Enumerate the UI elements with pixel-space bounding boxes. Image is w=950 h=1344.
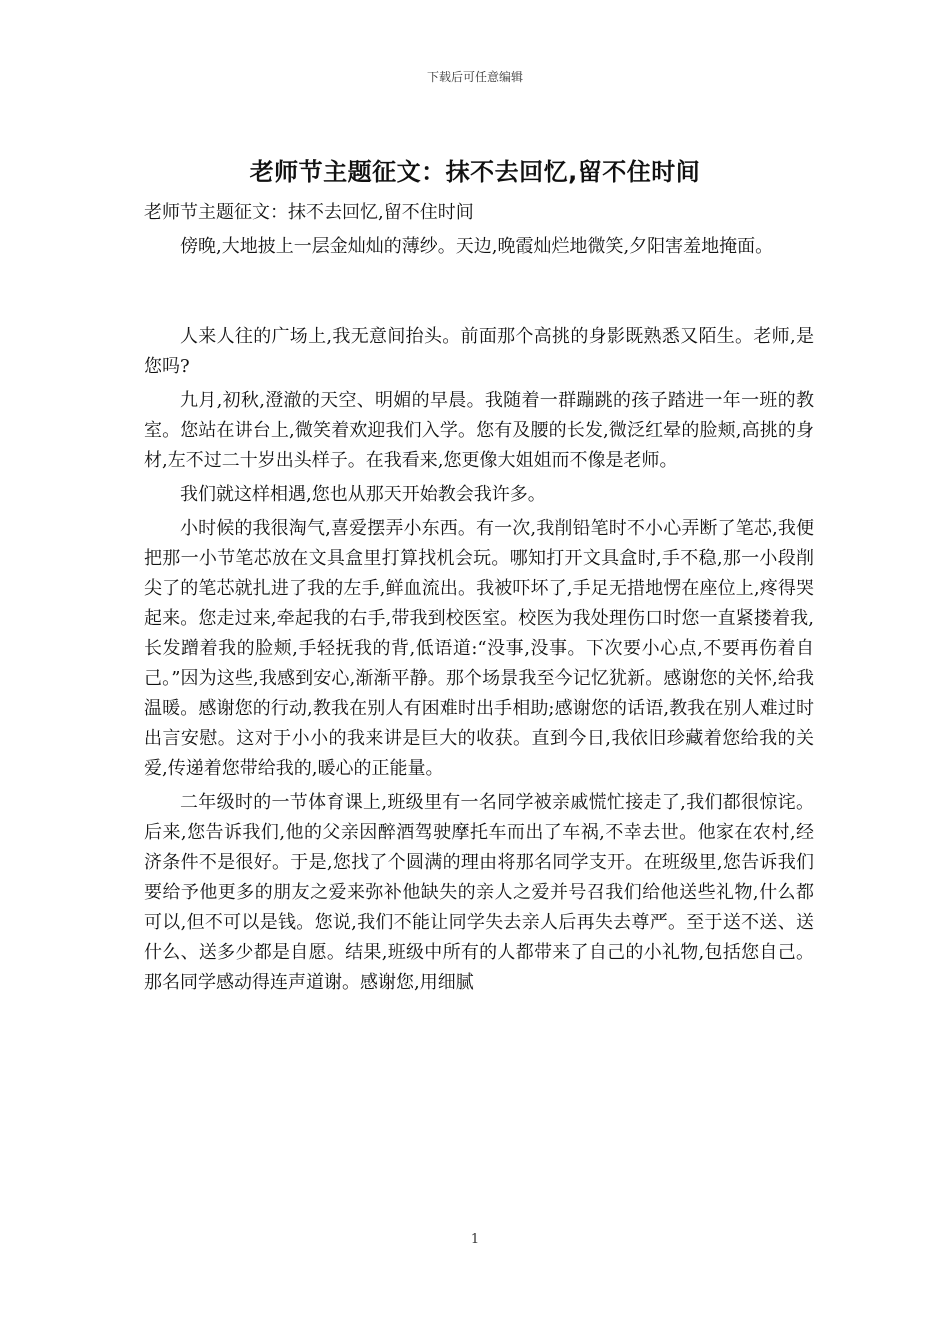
page-header: 下载后可任意编辑 [426,70,523,84]
document-subtitle: 老师节主题征文：抹不去回忆,留不住时间 [144,202,474,223]
paragraph-1: 傍晚,大地披上一层金灿灿的薄纱。天边,晚霞灿烂地微笑,夕阳害羞地掩面。 [180,236,774,257]
document-title: 老师节主题征文：抹不去回忆,留不住时间 [249,158,701,186]
paragraph-3: 九月,初秋,澄澈的天空、明媚的早晨。我随着一群蹦跳的孩子踏进一年一班的教室。您站在讲台上,微笑着欢迎我们入学。您有及腰的长发,微泛红晕的脸颊,高挑的身材,左不过二十岁出头样子。在我看来,您更像大姐姐而不像是老师。 [144,390,814,471]
page-number: 1 [470,1232,480,1247]
paragraph-2: 人来人往的广场上,我无意间抬头。前面那个高挑的身影既熟悉又陌生。老师,是您吗? [144,326,814,377]
paragraph-6: 二年级时的一节体育课上,班级里有一名同学被亲戚慌忙接走了,我们都很惊诧。后来,您告诉我们,他的父亲因醉酒驾驶摩托车而出了车祸,不幸去世。他家在农村,经济条件不是很好。于是,您找了个圆满的理由将那名同学支开。在班级里,您告诉我们要给予他更多的朋友之爱来弥补他缺失的亲人之爱并号召我们给他送些礼物,什么都可以,但不可以是钱。您说,我们不能让同学失去亲人后再失去尊严。至于送不送、送什么、送多少都是自愿。结果,班级中所有的人都带来了自己的小礼物,包括您自己。那名同学感动得连声道谢。感谢您,用细腻 [144,792,814,993]
document-body [144,198,814,1002]
paragraph-4: 我们就这样相遇,您也从那天开始教会我许多。 [180,484,546,505]
paragraph-5: 小时候的我很淘气,喜爱摆弄小东西。有一次,我削铅笔时不小心弄断了笔芯,我便把那一小节笔芯放在文具盒里打算找机会玩。哪知打开文具盒时,手不稳,那一小段削尖了的笔芯就扎进了我的左手,鲜血流出。我被吓坏了,手足无措地愣在座位上,疼得哭起来。您走过来,牵起我的右手,带我到校医室。校医为我处理伤口时您一直紧搂着我,长发蹭着我的脸颊,手轻抚我的背,低语道:“没事,没事。下次要小心点,不要再伤着自己。”因为这些,我感到安心,渐渐平静。那个场景我至今记忆犹新。感谢您的关怀,给我温暖。感谢您的行动,教我在别人有困难时出手相助;感谢您的话语,教我在别人难过时出言安慰。这对于小小的我来讲是巨大的收获。直到今日,我依旧珍藏着您给我的关爱,传递着您带给我的,暖心的正能量。 [144,518,814,779]
